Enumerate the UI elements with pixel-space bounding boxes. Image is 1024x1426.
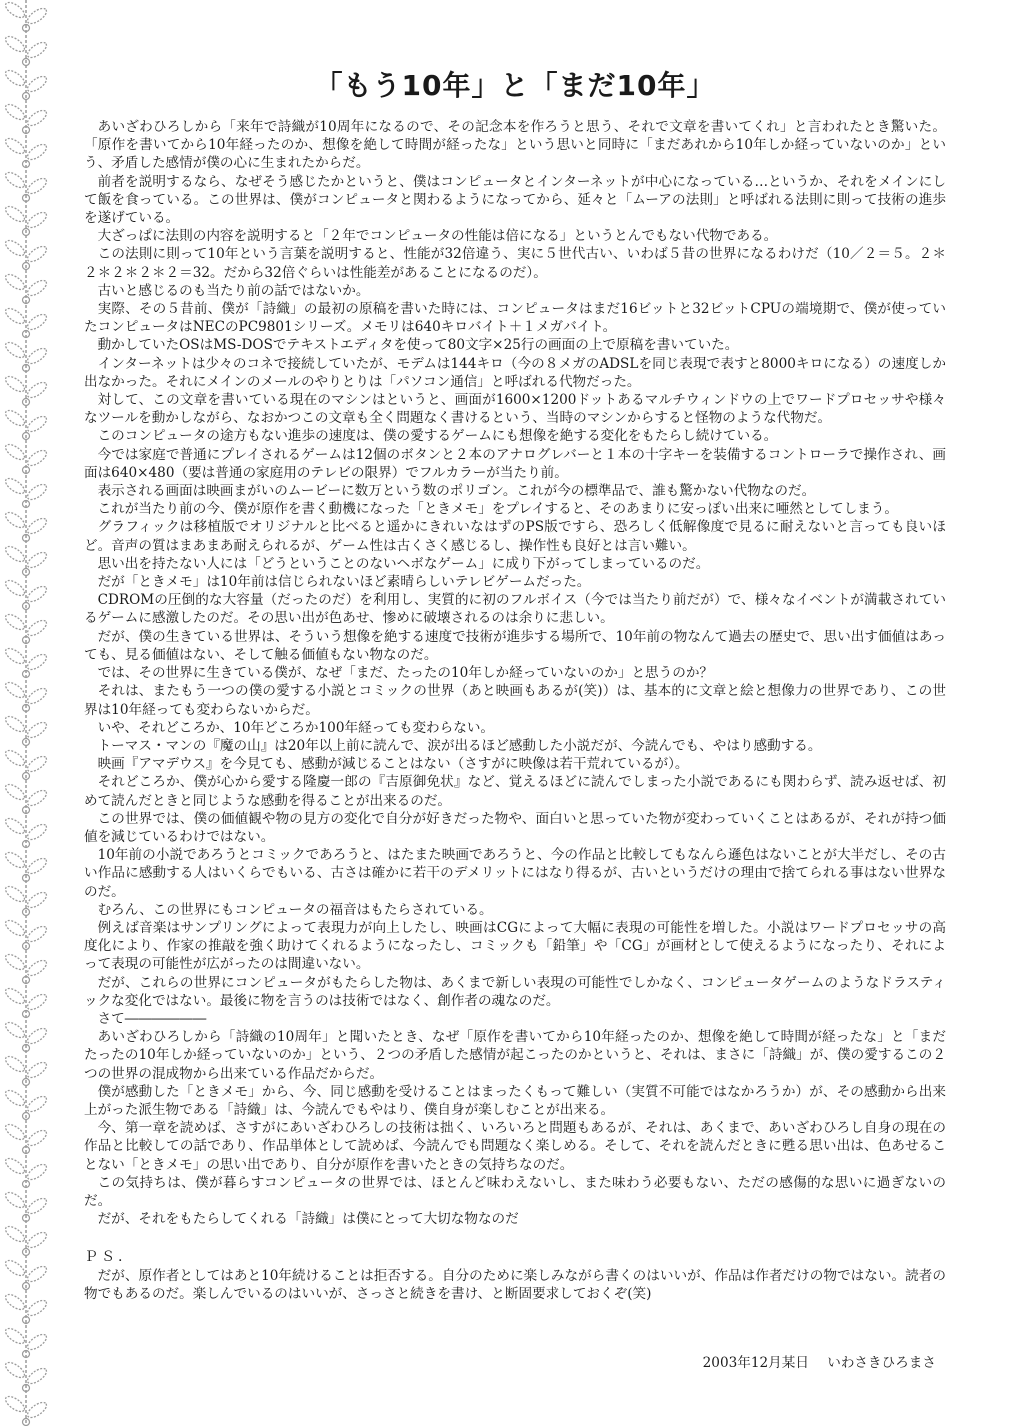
paragraph: 実際、その５昔前、僕が「詩織」の最初の原稿を書いた時には、コンピュータはまだ16ビットと32ビットCPUの端境期で、僕が使っていたコンピュータはNECのPC9801シリーズ。メモリは640キロバイト＋１メガバイト。 xyxy=(84,301,946,336)
paragraph: CDROMの圧倒的な大容量（だったのだ）を利用し、実質的に初のフルボイス（今では当たり前だが）で、様々なイベントが満載されているゲームに感激したのだ。その思い出が色あせ、惨めに破壊されるのは余りに悲しい。 xyxy=(84,592,946,627)
paragraph: これが当たり前の今、僕が原作を書く動機になった「ときメモ」をプレイすると、そのあまりに安っぽい出来に唖然としてしまう。 xyxy=(97,501,898,518)
paragraph: 大ざっぱに法則の内容を説明すると「２年でコンピュータの性能は倍になる」というとんでもない代物である。 xyxy=(97,228,778,245)
paragraph: あいざわひろしから「来年で詩織が10周年になるので、その記念本を作ろうと思う、それで文章を書いてくれ」と言われたとき驚いた。「原作を書いてから10年経ったのか、想像を絶して時間が経ったな」という思いと同時に「まだあれから10年しか経っていないのか」という、矛盾した感情が僕の心に生まれたからだ。 xyxy=(84,119,946,172)
paragraph: グラフィックは移植版でオリジナルと比べると遥かにきれいなはずのPS版ですら、恐ろしく低解像度で見るに耐えないと言っても良いほど。音声の質はまあまあ耐えられるが、ゲーム性は古くさく感じるし、操作性も良好とは言い難い。 xyxy=(84,519,946,554)
paragraph: 10年前の小説であろうとコミックであろうと、はたまた映画であろうと、今の作品と比較してもなんら遜色はないことが大半だし、その古い作品に感動する人はいくらでもいる、古さは確かに若干のデメリットにはなり得るが、古いというだけの理由で捨てられる事はない世界なのだ。 xyxy=(84,847,946,900)
paragraph: 今では家庭で普通にプレイされるゲームは12個のボタンと２本のアナログレバーと１本の十字キーを装備するコントローラで操作され、画面は640×480（要は普通の家庭用のテレビの限界）でフルカラーが当たり前。 xyxy=(84,446,946,481)
ps-body xyxy=(84,1267,946,1303)
paragraph: この法則に則って10年という言葉を説明すると、性能が32倍違う、実に５世代古い、いわば５昔の世界になるわけだ（10／２＝５。２＊２＊２＊２＊２＝32。だから32倍ぐらいは性能差があることになるのだ）。 xyxy=(84,246,946,281)
essay-body xyxy=(84,118,946,1228)
paragraph: 映画『アマデウス』を今見ても、感動が減じることはない（さすがに映像は若干荒れているが）。 xyxy=(97,756,689,773)
paragraph: このコンピュータの途方もない進歩の速度は、僕の愛するゲームにも想像を絶する変化をもたらし続けている。 xyxy=(97,428,778,445)
paragraph: では、その世界に生きている僕が、なぜ「まだ、たったの10年しか経っていないのか」と思うのか？ xyxy=(97,665,714,682)
paragraph: 古いと感じるのも当たり前の話ではないか。 xyxy=(97,282,370,299)
paragraph: 今、第一章を読めば、さすがにあいざわひろしの技術は拙く、いろいろと問題もあるが、それは、あくまで、あいざわひろし自身の現在の作品と比較しての話であり、作品単体として読めば、今読んでも問題なく楽しめる。そして、それを読んだときに甦る思い出は、色あせることない「ときメモ」の思い出であり、自分が原作を書いたときの気持ちなのだ。 xyxy=(84,1120,946,1173)
signature-name: いわさきひろまさ xyxy=(827,1355,936,1371)
paragraph: だが、僕の生きている世界は、そういう想像を絶する速度で技術が進歩する場所で、10年前の物なんて過去の歴史で、思い出す価値はあっても、見る価値はない、そして触る価値もない物なのだ。 xyxy=(84,628,946,663)
paragraph: 対して、この文章を書いている現在のマシンはというと、画面が1600×1200ドットあるマルチウィンドウの上でワードプロセッサや様々なツールを動かしながら、なおかつこの文章も全く問題なく書けるという、当時のマシンからすると怪物のような代物だ。 xyxy=(84,392,946,427)
paragraph: それは、またもう一つの僕の愛する小説とコミックの世界（あと映画もあるが(笑)）は、基本的に文章と絵と想像力の世界であり、この世界は10年経っても変わらないからだ。 xyxy=(84,683,946,718)
paragraph: だが、これらの世界にコンピュータがもたらした物は、あくまで新しい表現の可能性でしかなく、コンピュータゲームのようなドラスティックな変化ではない。最後に物を言うのは技術ではなく、創作者の魂なのだ。 xyxy=(84,974,946,1009)
paragraph: トーマス・マンの『魔の山』は20年以上前に読んで、涙が出るほど感動した小説だが、今読んでも、やはり感動する。 xyxy=(97,737,822,754)
paragraph: 表示される画面は映画まがいのムービーに数万という数のポリゴン。これが今の標準品で、誰も驚かない代物なのだ。 xyxy=(97,483,816,500)
document-page xyxy=(84,58,946,1408)
signature-date: 2003年12月某日 xyxy=(702,1355,809,1371)
paragraph: だが、原作者としてはあと10年続けることは拒否する。自分のために楽しみながら書くのはいいが、作品は作者だけの物ではない。読者の物でもあるのだ。楽しんでいるのはいいが、さっさと続きを書け、と断固要求しておくぞ(笑) xyxy=(84,1267,946,1302)
paragraph: いや、それどころか、10年どころか100年経っても変わらない。 xyxy=(97,719,495,736)
signature-line xyxy=(703,1354,936,1372)
paragraph: 僕が感動した「ときメモ」から、今、同じ感動を受けることはまったくもって難しい（実質不可能ではなかろうか）が、その感動から出来上がった派生物である「詩織」は、今読んでもやはり、僕自身が楽しむことが出来る。 xyxy=(84,1083,946,1118)
paragraph: 思い出を持たない人には「どうということのないヘボなゲーム」に成り下がってしまっているのだ。 xyxy=(97,555,710,572)
paragraph: 動かしていたOSはMS-DOSでテキストエディタを使って80文字×25行の画面の上で原稿を書いていた。 xyxy=(97,337,739,354)
paragraph: インターネットは少々のコネで接続していたが、モデムは144キロ（今の８メガのADSLを同じ表現で表すと8000キロになる）の速度しか出なかった。それにメインのメールのやりとりは「パソコン通信」と呼ばれる代物だった。 xyxy=(84,355,946,390)
postscript-section xyxy=(84,1248,946,1303)
paragraph: むろん、この世界にもコンピュータの福音はもたらされている。 xyxy=(97,901,493,918)
paragraph: この気持ちは、僕が暮らすコンピュータの世界では、ほとんど味わえないし、また味わう必要もない、ただの感傷的な思いに過ぎないのだ。 xyxy=(84,1174,946,1209)
paragraph: あいざわひろしから「詩織の10周年」と聞いたとき、なぜ「原作を書いてから10年経ったのか、想像を絶して時間が経ったな」と「まだたったの10年しか経っていないのか」という、２つの矛盾した感情が起こったのかというと、それは、まさに「詩織」が、僕の愛するこの２つの世界の混成物から出来ている作品だからだ。 xyxy=(84,1029,946,1082)
paragraph: それどころか、僕が心から愛する隆慶一郎の『吉原御免状』など、覚えるほどに読んでしまった小説であるにも関わらず、読み返せば、初めて読んだときと同じような感動を得ることが出来るのだ。 xyxy=(84,774,946,809)
paragraph: さて―――――― xyxy=(97,1010,207,1027)
page-title: 「もう10年」と「まだ10年」 xyxy=(314,69,716,102)
paragraph: だが「ときメモ」は10年前は信じられないほど素晴らしいテレビゲームだった。 xyxy=(97,574,591,591)
paragraph: 例えば音楽はサンプリングによって表現力が向上したし、映画はCGによって大幅に表現の可能性を増した。小説はワードプロセッサの高度化により、作家の推敲を強く助けてくれるようになったし、コミックも「鉛筆」や「CG」が画材として使えるようになったり、それによって表現の可能性が広がったのは間違いない。 xyxy=(84,919,946,973)
ps-label: ＰＳ. xyxy=(84,1249,126,1266)
paragraph: 前者を説明するなら、なぜそう感じたかというと、僕はコンピュータとインターネットが中心になっている…というか、それをメインにして飯を食っている。この世界は、僕がコンピュータと関わるようになってから、延々と「ムーアの法則」と呼ばれる法則に則って技術の進歩を遂げている。 xyxy=(84,173,946,227)
paragraph: この世界では、僕の価値観や物の見方の変化で自分が好きだった物や、面白いと思っていた物が変わっていくことはあるが、それが持つ価値を減じているわけではない。 xyxy=(84,810,946,845)
paragraph: だが、それをもたらしてくれる「詩織」は僕にとって大切な物なのだ xyxy=(97,1211,519,1228)
leaf-vine-border-icon xyxy=(0,0,56,1426)
